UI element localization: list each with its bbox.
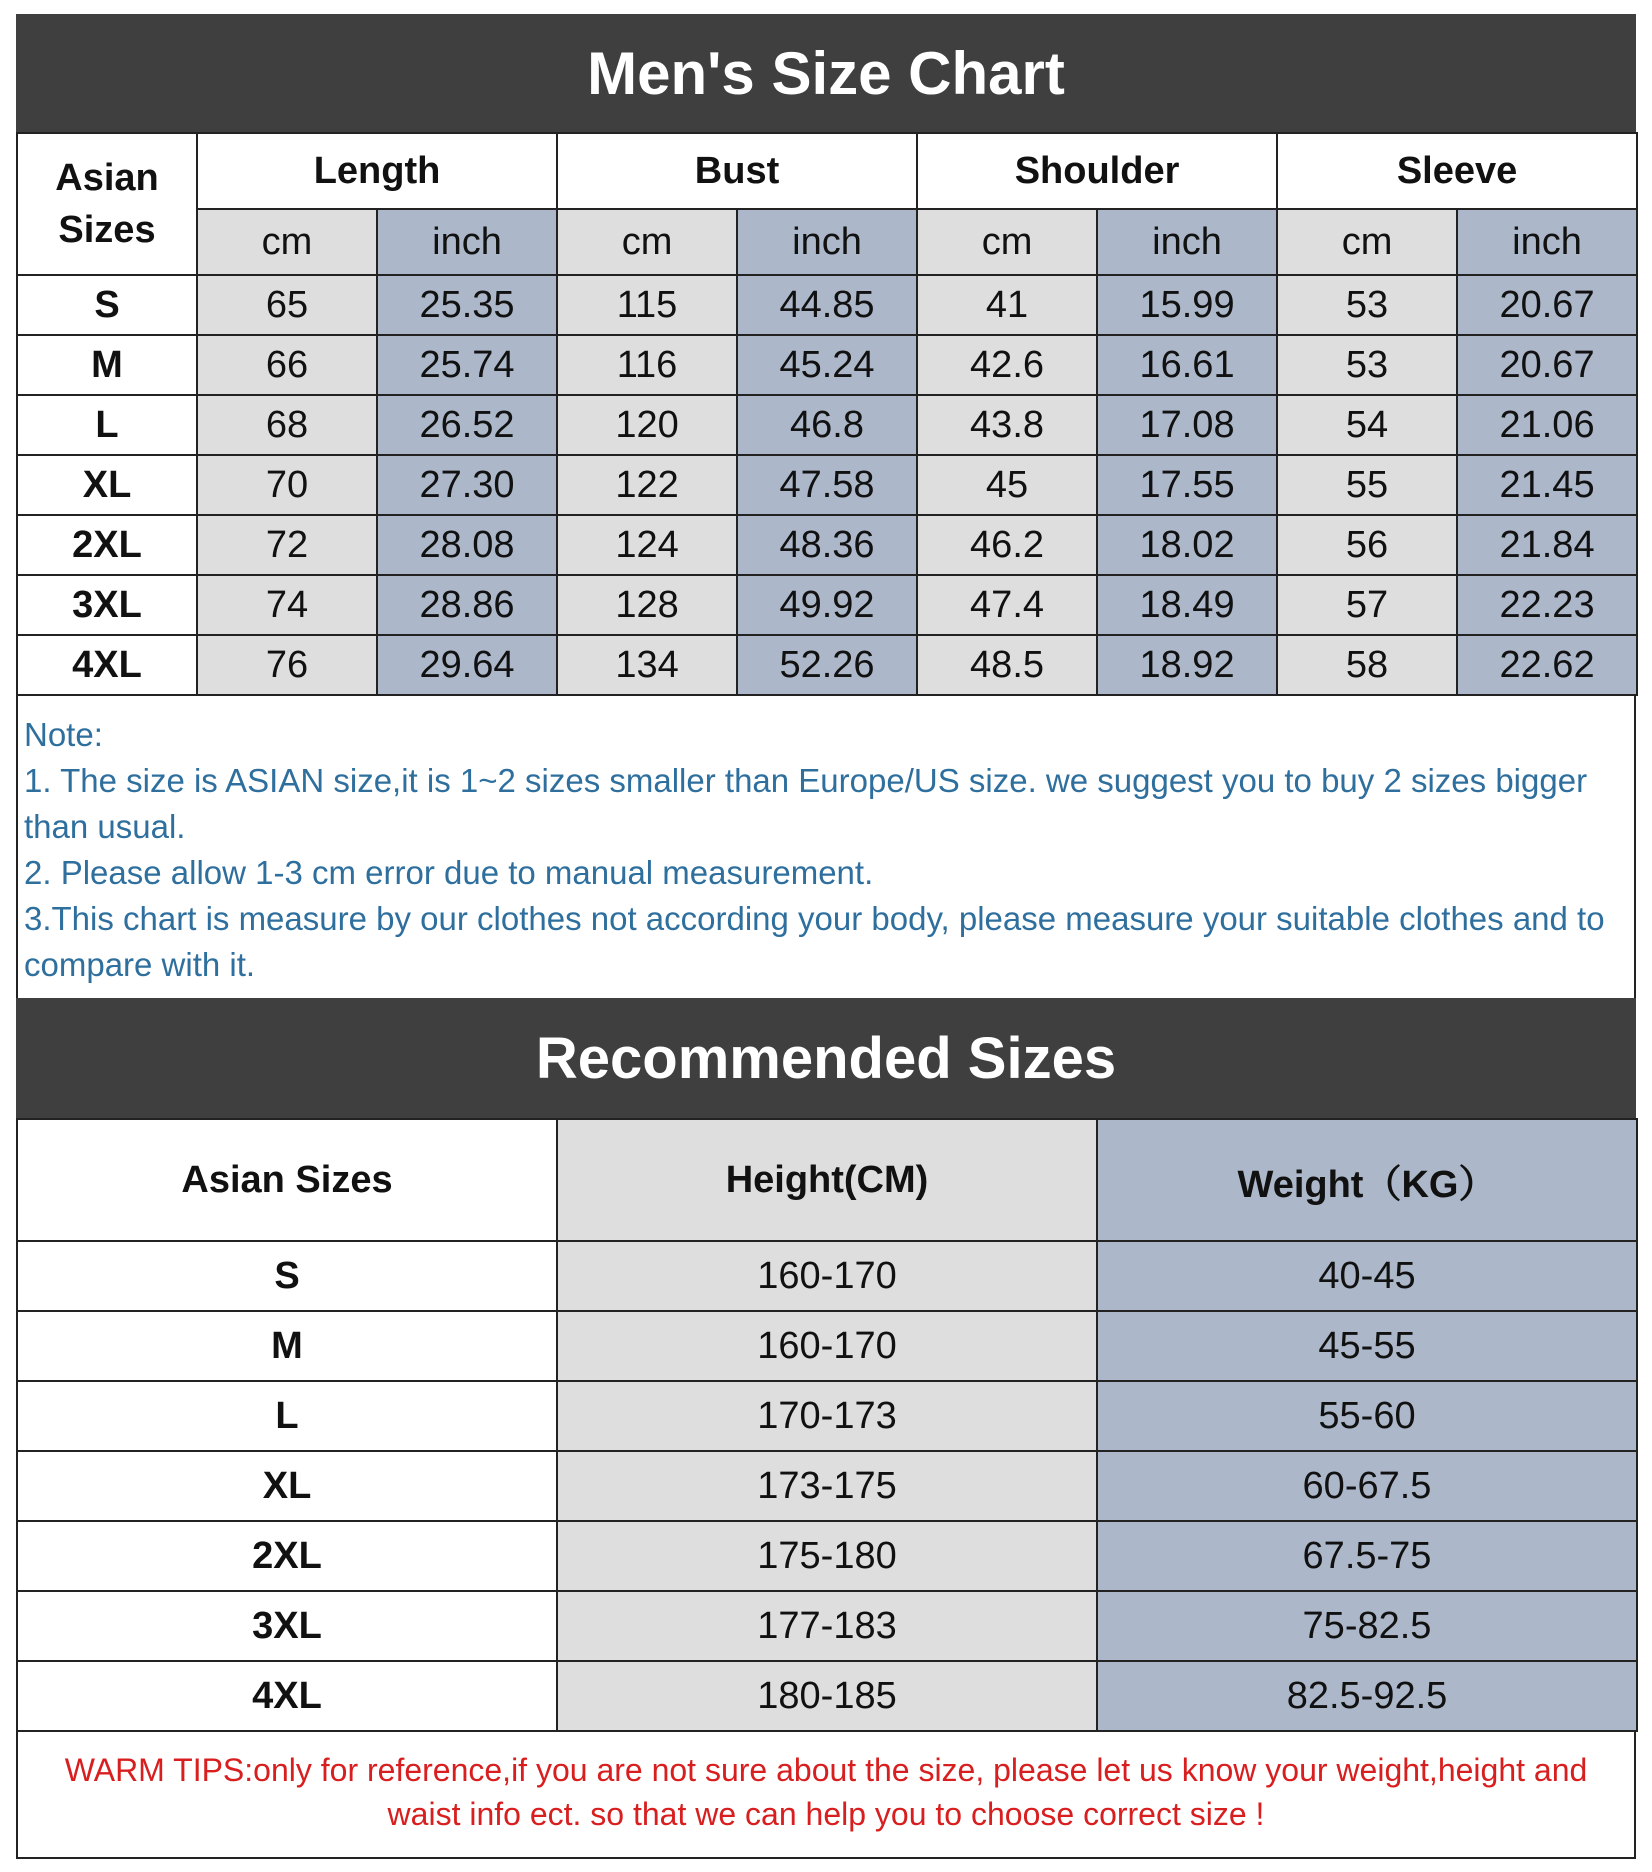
measurement-cell: 57 (1277, 575, 1457, 635)
rec-weight: 55-60 (1097, 1381, 1637, 1451)
size-chart-banner (16, 14, 1636, 132)
rec-size: 4XL (17, 1661, 557, 1731)
size-label: 3XL (17, 575, 197, 635)
measurement-cell: 43.8 (917, 395, 1097, 455)
measurement-cell: 46.2 (917, 515, 1097, 575)
note-item-3: 3.This chart is measure by our clothes not according your body, please measure your suitable clothes and to compare with it. (24, 900, 1605, 983)
measurement-cell: 21.84 (1457, 515, 1637, 575)
measurement-cell: 42.6 (917, 335, 1097, 395)
measurement-cell: 46.8 (737, 395, 917, 455)
measurement-cell: 41 (917, 275, 1097, 335)
measurement-cell: 52.26 (737, 635, 917, 695)
measurement-cell: 44.85 (737, 275, 917, 335)
measurement-cell: 17.08 (1097, 395, 1277, 455)
group-header-bust: Bust (557, 133, 917, 209)
rec-height: 180-185 (557, 1661, 1097, 1731)
size-label: 4XL (17, 635, 197, 695)
size-row (17, 275, 1637, 335)
measurement-cell: 22.62 (1457, 635, 1637, 695)
rec-height: 160-170 (557, 1241, 1097, 1311)
measurement-cell: 25.74 (377, 335, 557, 395)
recommended-row (17, 1661, 1637, 1731)
unit-header-cm: cm (917, 209, 1097, 275)
measurement-cell: 48.36 (737, 515, 917, 575)
recommended-row (17, 1311, 1637, 1381)
measurement-cell: 48.5 (917, 635, 1097, 695)
warm-tips: WARM TIPS:only for reference,if you are not sure about the size, please let us know your weight,height and waist info ect. so that we can help you to choose correct size ! (64, 1752, 1588, 1832)
measurement-cell: 21.06 (1457, 395, 1637, 455)
measurement-cell: 20.67 (1457, 335, 1637, 395)
size-label: M (17, 335, 197, 395)
recommended-row (17, 1381, 1637, 1451)
measurement-cell: 68 (197, 395, 377, 455)
rec-header-size: Asian Sizes (17, 1119, 557, 1241)
size-label: L (17, 395, 197, 455)
measurement-cell: 122 (557, 455, 737, 515)
measurement-cell: 115 (557, 275, 737, 335)
measurement-cell: 70 (197, 455, 377, 515)
size-row (17, 635, 1637, 695)
measurement-cell: 65 (197, 275, 377, 335)
rec-weight: 67.5-75 (1097, 1521, 1637, 1591)
unit-header-inch: inch (1457, 209, 1637, 275)
measurement-cell: 25.35 (377, 275, 557, 335)
measurement-cell: 22.23 (1457, 575, 1637, 635)
measurement-cell: 47.4 (917, 575, 1097, 635)
measurement-cell: 66 (197, 335, 377, 395)
group-header-length: Length (197, 133, 557, 209)
recommended-banner (16, 998, 1636, 1118)
rec-size: XL (17, 1451, 557, 1521)
rec-size: 2XL (17, 1521, 557, 1591)
measurement-cell: 76 (197, 635, 377, 695)
size-chart-title: Men's Size Chart (587, 39, 1065, 107)
measurement-cell: 53 (1277, 275, 1457, 335)
measurement-cell: 18.92 (1097, 635, 1277, 695)
measurement-cell: 28.86 (377, 575, 557, 635)
rec-height: 160-170 (557, 1311, 1097, 1381)
unit-header-cm: cm (557, 209, 737, 275)
unit-header-inch: inch (377, 209, 557, 275)
measurement-cell: 128 (557, 575, 737, 635)
unit-header-inch: inch (737, 209, 917, 275)
measurement-cell: 72 (197, 515, 377, 575)
measurement-cell: 120 (557, 395, 737, 455)
measurement-cell: 29.64 (377, 635, 557, 695)
notes-section (24, 712, 1624, 988)
measurement-cell: 18.02 (1097, 515, 1277, 575)
rec-weight: 60-67.5 (1097, 1451, 1637, 1521)
rec-weight: 82.5-92.5 (1097, 1661, 1637, 1731)
size-header-label: Asian Sizes (55, 157, 159, 251)
measurement-cell: 18.49 (1097, 575, 1277, 635)
rec-header-weight: Weight（KG） (1097, 1119, 1637, 1241)
rec-weight: 75-82.5 (1097, 1591, 1637, 1661)
rec-weight: 40-45 (1097, 1241, 1637, 1311)
note-item-2: 2. Please allow 1-3 cm error due to manual measurement. (24, 854, 874, 891)
measurement-cell: 54 (1277, 395, 1457, 455)
measurement-cell: 55 (1277, 455, 1457, 515)
recommended-row (17, 1521, 1637, 1591)
measurement-cell: 27.30 (377, 455, 557, 515)
measurement-cell: 17.55 (1097, 455, 1277, 515)
measurement-cell: 16.61 (1097, 335, 1277, 395)
measurement-cell: 26.52 (377, 395, 557, 455)
rec-height: 170-173 (557, 1381, 1097, 1451)
measurement-cell: 134 (557, 635, 737, 695)
notes-heading: Note: (24, 716, 103, 753)
size-row (17, 515, 1637, 575)
unit-header-cm: cm (1277, 209, 1457, 275)
recommended-row (17, 1241, 1637, 1311)
unit-header-inch: inch (1097, 209, 1277, 275)
unit-header-cm: cm (197, 209, 377, 275)
group-header-sleeve: Sleeve (1277, 133, 1637, 209)
size-row (17, 335, 1637, 395)
rec-weight: 45-55 (1097, 1311, 1637, 1381)
rec-header-height: Height(CM) (557, 1119, 1097, 1241)
recommended-title: Recommended Sizes (535, 1025, 1117, 1091)
size-label: S (17, 275, 197, 335)
recommended-row (17, 1451, 1637, 1521)
rec-height: 175-180 (557, 1521, 1097, 1591)
group-header-shoulder: Shoulder (917, 133, 1277, 209)
measurement-cell: 56 (1277, 515, 1457, 575)
rec-size: 3XL (17, 1591, 557, 1661)
size-label: XL (17, 455, 197, 515)
rec-size: M (17, 1311, 557, 1381)
size-column-header (17, 133, 197, 275)
rec-size: L (17, 1381, 557, 1451)
measurement-cell: 21.45 (1457, 455, 1637, 515)
size-chart-table (16, 132, 1638, 696)
rec-size: S (17, 1241, 557, 1311)
measurement-cell: 20.67 (1457, 275, 1637, 335)
measurement-cell: 47.58 (737, 455, 917, 515)
measurement-cell: 53 (1277, 335, 1457, 395)
measurement-cell: 58 (1277, 635, 1457, 695)
measurement-cell: 15.99 (1097, 275, 1277, 335)
measurement-cell: 124 (557, 515, 737, 575)
rec-height: 177-183 (557, 1591, 1097, 1661)
size-row (17, 395, 1637, 455)
measurement-cell: 28.08 (377, 515, 557, 575)
size-row (17, 575, 1637, 635)
measurement-cell: 116 (557, 335, 737, 395)
size-label: 2XL (17, 515, 197, 575)
measurement-cell: 49.92 (737, 575, 917, 635)
measurement-cell: 45.24 (737, 335, 917, 395)
note-item-1: 1. The size is ASIAN size,it is 1~2 sizes smaller than Europe/US size. we suggest you to buy 2 sizes bigger than usual. (24, 762, 1588, 845)
recommended-table (16, 1118, 1638, 1732)
measurement-cell: 74 (197, 575, 377, 635)
measurement-cell: 45 (917, 455, 1097, 515)
rec-height: 173-175 (557, 1451, 1097, 1521)
size-row (17, 455, 1637, 515)
recommended-row (17, 1591, 1637, 1661)
